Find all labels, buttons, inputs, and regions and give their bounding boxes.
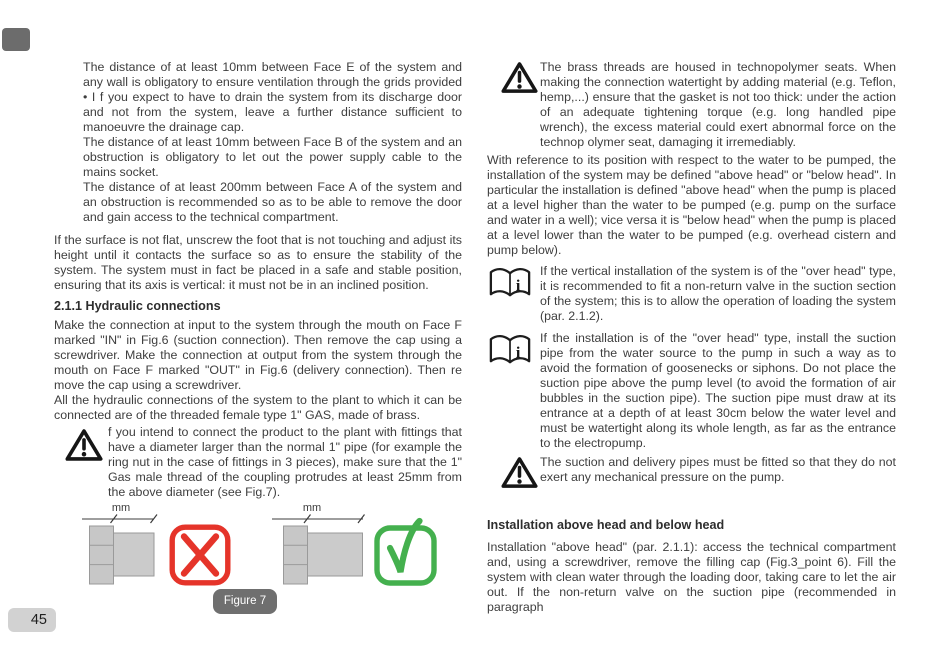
pipe-diagram-right [270, 500, 367, 588]
para-above-below-head: With reference to its position with respect to the water to be pumped, the installation of the system may be defined "above head" or "below head". In particular the installation is defined "above head" when the pump is placed at a level higher than the water to be pumped (e.g. pump on the surface and water in a well); vice versa it is "below head" when the pump is placed at a level lower than the water to be pumped (e.g. overhead cistern and pump below). [487, 153, 896, 257]
para-gas-threads: All the hydraulic connections of the system to the plant to which it can be connected are of the threaded female type 1" GAS, made of brass. [54, 393, 462, 422]
left-column [54, 60, 462, 618]
note-valve-text: If the vertical installation of the system is of the "over head" type, it is recommended to fit a non-return valve in the suction section of the system; this is to allow the operation of loading the system (par. 2.1.2). [540, 264, 896, 323]
para-installation: Installation "above head" (par. 2.1.1): access the technical compartment and, using a screwdriver, remove the filling cap (Fig.3_point 6). Fill the system with clean water through the loading door, taking care to let the air out. If the non-return valve on the suction pipe (recommended in paragraph [487, 540, 896, 615]
figure-caption-badge: Figure 7 [213, 589, 277, 614]
figure-7 [54, 500, 462, 618]
warning-block-fittings [54, 425, 462, 500]
svg-text:mm: mm [302, 502, 322, 514]
note-face-b: The distance of at least 10mm between Face B of the system and an obstruction is obligatory to let out the power supply cable to the mains socket. [83, 135, 462, 179]
cross-mark-icon [169, 524, 231, 586]
distance-notes [83, 60, 462, 225]
warning-triangle-icon [65, 428, 103, 462]
right-column [487, 60, 896, 615]
warning-block-pipes [487, 455, 896, 489]
pipe-diagram-wrong [80, 500, 160, 588]
note-block-valve [487, 264, 896, 324]
heading-installation: Installation above head and below head [487, 518, 725, 533]
warning-fittings-text: f you intend to connect the product to the plant with fittings that have a diameter larger than the normal 1" pipe (for example the ring nut in the case of fittings in 3 pieces), make sure that the 1" Gas male thread of the coupling protrudes at least 25mm from the above diameter (see Fig.7). [108, 425, 462, 499]
open-book-info-icon [488, 266, 532, 298]
warning-triangle-icon [501, 456, 538, 489]
para-surface-levelling: If the surface is not flat, unscrew the foot that is not touching and adjust its height until it contacts the surface so as to ensure the stability of the system. The system must in fact be placed in a safe and stable position, ensuring that its axis is vertical: it must not be in an inclined position. [54, 233, 462, 292]
warning-triangle-icon [501, 61, 538, 94]
svg-text:mm: mm [111, 502, 131, 514]
note-face-a: The distance of at least 200mm between Face A of the system and an obstruction is recommended so as to be able to remove the door and gain access to the technical compartment. [83, 180, 462, 224]
note-block-suction [487, 331, 896, 451]
note-face-e: The distance of at least 10mm between Face E of the system and any wall is obligatory to ensure ventilation through the grids provided • I f you expect to have to drain the system from its discharge door and not from the system, leave a further distance sufficient to manoeuvre the drainage cap. [83, 60, 462, 134]
para-connections: Make the connection at input to the system through the mouth on Face F marked "IN" in Fig.6 (suction connection). Then remove the cap using a screwdriver. Make the connection at output from the system through the mouth on Face F marked "OUT" in Fig.6 (delivery connection). Then re move the cap using a screwdriver. [54, 318, 462, 392]
heading-hydraulic-connections: 2.1.1 Hydraulic connections [54, 299, 221, 313]
open-book-info-icon [488, 333, 532, 365]
page-number: 45 [30, 612, 47, 628]
corner-tab [2, 28, 30, 51]
warning-pipes-text: The suction and delivery pipes must be fitted so that they do not exert any mechanical pressure on the pump. [540, 455, 896, 484]
warning-brass-text: The brass threads are housed in technopolymer seats. When making the connection watertight by adding material (e.g. Teflon, hemp,...) ensure that the gasket is not too thick: under the action of an adequate tightening torque (e.g. long handled pipe wrench), the excess material could exert abnormal force on the technop olymer seat, damaging it irremediably. [540, 60, 896, 149]
page-number-badge [8, 608, 56, 632]
note-suction-text: If the installation is of the "over head" type, install the suction pipe from the water source to the pump in such a way as to avoid the formation of goosenecks or siphons. Do not place the suction pipe above the pump level (to avoid the formation of air bubbles in the suction pipe). The suction pipe must draw at its entrance at a depth of at least 30cm below the water level and must be watertight along its whole length, as far as the entrance to the electropump. [540, 331, 896, 450]
warning-block-brass [487, 60, 896, 150]
check-mark-icon [373, 517, 439, 587]
